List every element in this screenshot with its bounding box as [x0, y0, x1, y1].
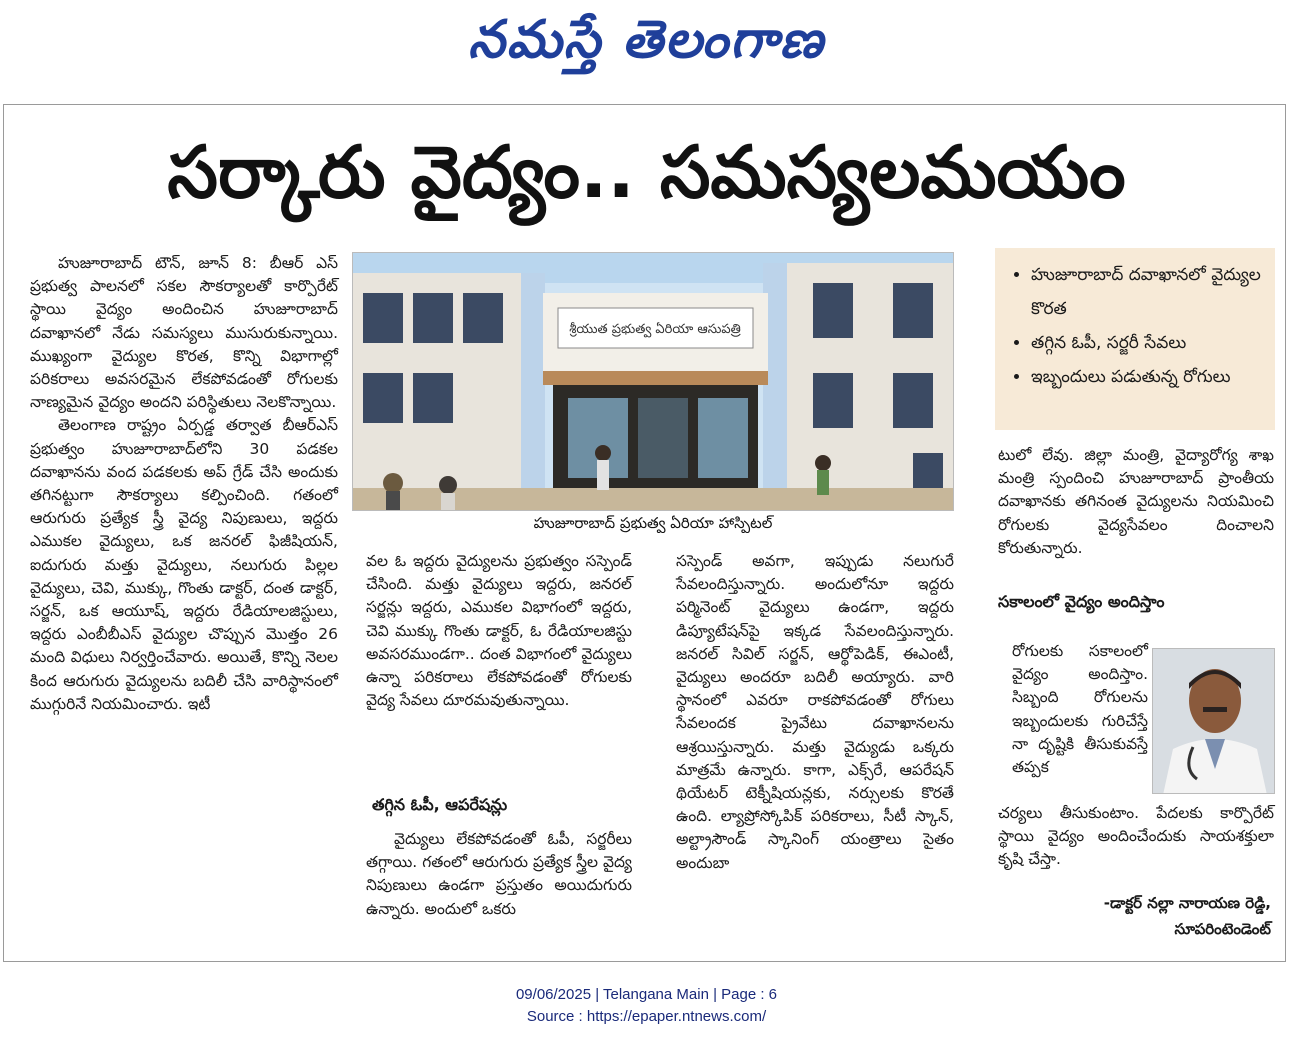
col2-paragraph-2: వైద్యులు లేకపోవడంతో ఓపీ, సర్జరీలు తగ్గాయి. గతంలో ఆరుగురు ప్రత్యేక స్త్రీల వైద్య నిపుణులు ఉండగా ప్రస్తుతం అయిదుగురు ఉన్నారు. అందులో ఒకరు: [366, 830, 632, 918]
photo-caption: హుజూరాబాద్ ప్రభుత్వ ఏరియా హాస్పిటల్: [533, 514, 773, 532]
signature-title: సూపరింటెండెంట్: [1174, 920, 1271, 938]
hospital-sign-text: శ్రీయుత ప్రభుత్వ ఏరియా ఆసుపత్రి: [569, 322, 741, 337]
col3-paragraph-1: సస్పెండ్ అవగా, ఇప్పుడు నలుగురే సేవలందిస్తున్నారు. అందులోనూ ఇద్దరు పర్మినెంట్ వైద్యులు ఉండగా, ఇద్దరు డిప్యూటేషన్‌పై ఇక్కడ సేవలందిస్తున్నారు. జనరల్ సివిల్ సర్జన్, ఆర్థోపెడిక్, ఈఎంటీ, వైద్యులు అందరూ బదిలీ అయ్యారు. వారి స్థానంలో ఎవరూ రాకపోవడంతో రోగులు సేవలందక ప్రైవేటు దవాఖానలను ఆశ్రయిస్తున్నారు. మత్తు వైద్యుడు ఒక్కరు మాత్రమే ఉన్నారు. కాగా, ఎక్స్‌రే, ఆపరేషన్ థియేటర్ టెక్నీషియన్లకు, నర్సులకు కొరతే ఉంది. ల్యాప్రోస్కోపిక్ పరికరాలు, సీటీ స్కాన్, అల్ట్రాసౌండ్ స్కానింగ్ యంత్రాలు సైతం అందుబా: [676, 552, 954, 872]
superintendent-portrait: [1152, 648, 1275, 794]
highlight-item: • హుజూరాబాద్ దవాఖానలో వైద్యుల కొరత: [1031, 258, 1267, 326]
highlights-box: [995, 248, 1275, 430]
article-column-3: [676, 550, 954, 875]
footer-source-line: Source : https://epaper.ntnews.com/: [526, 1008, 767, 1025]
col2-paragraph-1: వల ఓ ఇద్దరు వైద్యులను ప్రభుత్వం సస్పెండ్ చేసింది. మత్తు వైద్యులు ఇద్దరు, జనరల్ సర్జన్లు ఇద్దరు, ఎముకల విభాగంలో ఇద్దరు, చెవి ముక్కు గొంతు డాక్టర్, ఓ రేడియాలజిస్టు అవసరముండగా.. దంత విభాగంలో వైద్యులు ఉన్నా పరికరాలు లేకపోవడంతో రోగులకు వైద్య సేవలు దూరమవుతున్నాయి.: [366, 552, 632, 710]
masthead-logo-text: నమస్తే తెలంగాణ: [468, 10, 825, 70]
article-column-2-continued: [366, 828, 632, 921]
col2-subheading: తగ్గిన ఓపీ, ఆపరేషన్లు: [372, 795, 508, 814]
signature-name: -డాక్టర్ నల్లా నారాయణ రెడ్డి,: [1103, 894, 1271, 912]
highlight-item: • ఇబ్బందులు పడుతున్న రోగులు: [1031, 360, 1267, 394]
headline-text: సర్కారు వైద్యం.. సమస్యలమయం: [167, 130, 1126, 214]
quote-paragraph-b: చర్యలు తీసుకుంటాం. పేదలకు కార్పొరేట్ స్థాయి వైద్యం అందించేందుకు సాయశక్తులా కృషి చేస్తా.: [998, 804, 1274, 869]
col1-paragraph-2: తెలంగాణ రాష్ట్రం ఏర్పడ్డ తర్వాత బీఆర్ఎస్ ప్రభుత్వం హుజూరాబాద్‌లోని 30 పడకల దవాఖానను వంద పడకలకు అప్ గ్రేడ్ చేసి అందుకు తగినట్టుగా సౌకర్యాలు కల్పించింది. గతంలో ఆరుగురు ప్రత్యేక స్త్రీ వైద్య నిపుణులు, ఇద్దరు ఎముకల వైద్యులు, ఒక జనరల్ ఫిజీషియన్, ఐదుగురు మత్తు వైద్యులు, నలుగురు పిల్లల వైద్యులు, చెవి, ముక్కు, గొంతు డాక్టర్, దంత డాక్టర్, సర్జన్, ఒక ఆయూష్, ఇద్దరు రేడియాలజిస్టులు, ఇద్దరు ఎంబీబీఎస్ వైద్యుల చొప్పున మొత్తం 26 మంది విధులు నిర్వర్తించేవారు. అయితే, కొన్ని నెలల కింద ఆరుగురు వైద్యులను బదిలీ చేసి వారిస్థానంలో ముగ్గురినే నియమించారు. ఇటీ: [30, 416, 338, 713]
article-column-4: [998, 444, 1274, 560]
quote-text-top: [1012, 640, 1148, 779]
article-headline: [0, 122, 1293, 222]
article-column-2: [366, 550, 632, 712]
article-column-1: [30, 252, 338, 716]
hospital-photo: [352, 252, 954, 511]
quote-text-bottom: [998, 802, 1274, 872]
newspaper-masthead: [0, 4, 1293, 76]
quote-paragraph-a: రోగులకు సకాలంలో వైద్యం అందిస్తాం. సిబ్బంది రోగులను ఇబ్బందులకు గురిచేస్తే నా దృష్టికి తీసుకువస్తే తప్పక: [1012, 642, 1148, 777]
highlights-list: [1015, 258, 1267, 394]
highlight-item: • తగ్గిన ఓపీ, సర్జరీ సేవలు: [1031, 326, 1267, 360]
col4-paragraph-1: టులో లేవు. జిల్లా మంత్రి, వైద్యారోగ్య శాఖ మంత్రి స్పందించి హుజూరాబాద్ ప్రాంతీయ దవాఖానకు తగినంత వైద్యులను నియమించి రోగులకు వైద్యసేవలం దించాలని కోరుతున్నారు.: [998, 446, 1274, 557]
col4-subheading: సకాలంలో వైద్యం అందిస్తాం: [998, 592, 1165, 611]
col1-paragraph-1: హుజూరాబాద్ టౌన్, జూన్ 8: బీఆర్ ఎస్ ప్రభుత్వ పాలనలో సకల సౌకర్యాలతో కార్పొరేట్ స్థాయి వైద్యం అందించిన హుజూరాబాద్ దవాఖానలో నేడు సమస్యలు ముసురుకున్నాయి. ముఖ్యంగా వైద్యుల కొరత, కొన్ని విభాగాల్లో పరికరాలు అవసరమైన లేకపోవడంతో రోగులకు నాణ్యమైన వైద్యం అందని పరిస్థితులు నెలకొన్నాయి.: [30, 254, 338, 412]
footer-date-line: 09/06/2025 | Telangana Main | Page : 6: [515, 986, 778, 1003]
